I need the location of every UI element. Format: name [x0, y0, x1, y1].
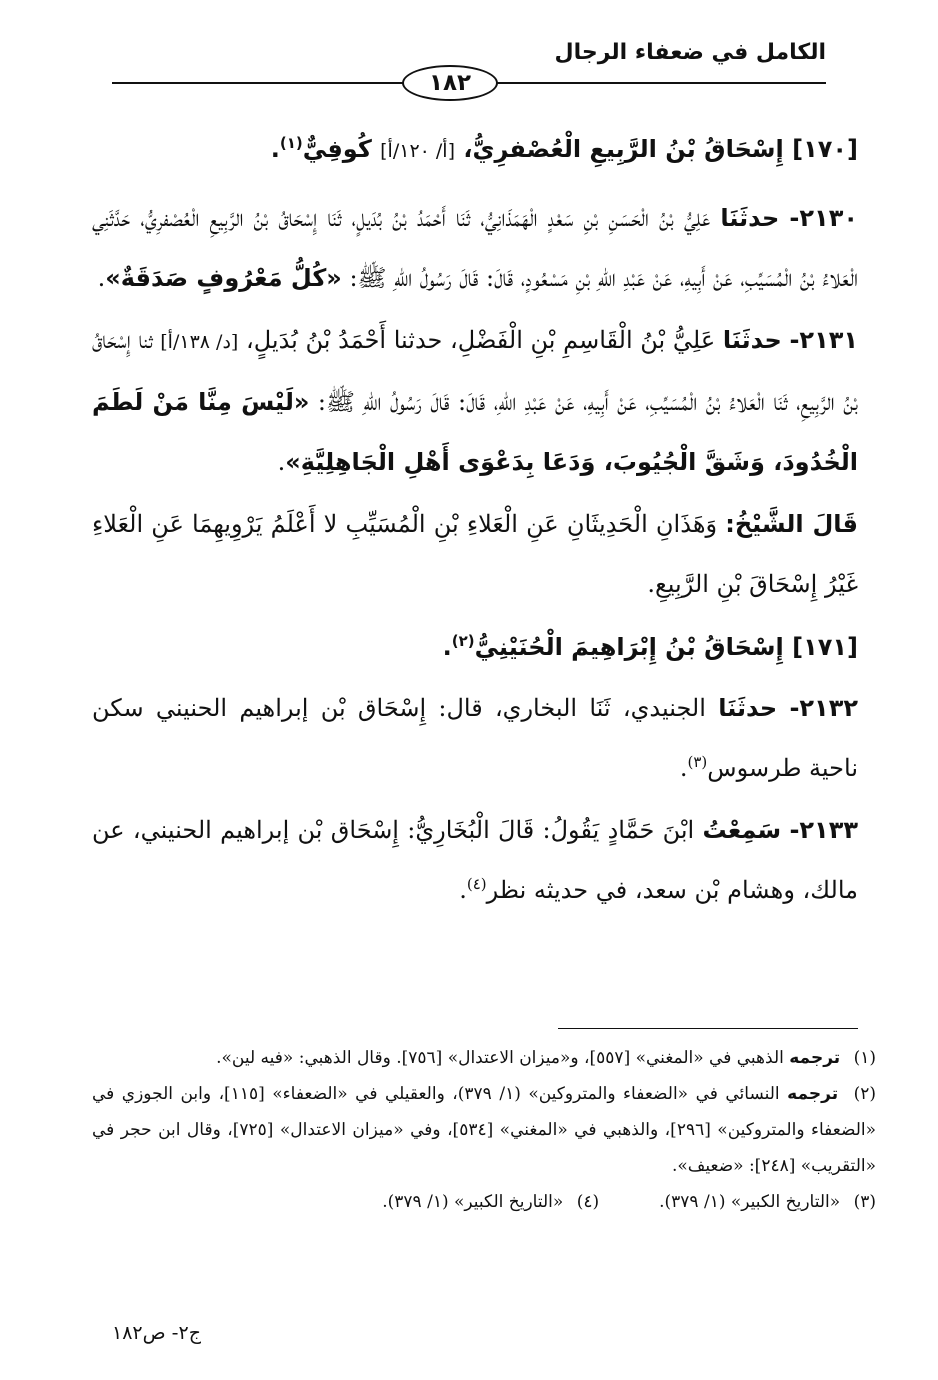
footnote-number: (٣)	[853, 1192, 876, 1212]
hadith-number: ٢١٣٠-	[789, 204, 858, 232]
hadith-chain: عَلِيُّ بْنُ الْحَسَنِ بْنِ سَعْدٍ الْهَمَذَانِيُّ، ثَنَا أَحْمَدُ بْنُ بُدَيلٍ، ثَنَا إِسْحَاقُ بْنُ الرَّبِيعِ الْعُصْفرِيُّ، حَدَّثَنِي الْعَلاءُ بْنُ الْمُسَيِّبِ، عَنْ أَبِيهِ، عَنْ عَبْدِ اللهِ بْنِ مَسْعُودٍ، قَالَ: قَالَ رَسُولُ اللهِ ﷺ:	[92, 204, 858, 292]
entry-origin: كُوفِيٌّ	[302, 135, 372, 163]
hadith-number: ٢١٣١-	[789, 326, 859, 354]
footnote-1	[92, 1040, 876, 1076]
main-text	[92, 118, 858, 922]
footnote-keyword: ترجمه	[789, 1048, 841, 1068]
hadith-quote: «لَيْسَ مِنَّا مَنْ لَطَمَ الْخُدُودَ، وَشَقَّ الْجُيُوبَ، وَدَعَا بِدَعْوَى أَهْلِ الْجَاهِلِيَّةِ»	[92, 388, 858, 476]
footnote-marker: (٢)	[451, 632, 475, 650]
hadith-chain: عَلِيُّ بْنُ الْقَاسِمِ بْنِ الْفَضْلِ، حدثنا أَحْمَدُ بْنُ بُدَيلٍ،	[245, 326, 716, 354]
running-header-title: الكامل في ضعفاء الرجال	[554, 40, 826, 65]
hadith-2130	[92, 188, 858, 308]
hadith-2131	[92, 310, 858, 492]
footnote-text: النسائي في «الضعفاء والمتروكين» (١/ ٣٧٩)، والعقيلي في «الضعفاء» [١١٥]، وابن الجوزي في «الضعفاء والمتروكين» [٢٩٦]، والذهبي في «المغني» [٥٣٤]، وفي «ميزان الاعتدال» [٧٢٥]، وقال ابن حجر في «التقريب» [٢٤٨]: «ضعيف».	[92, 1084, 877, 1176]
footnote-text: «التاريخ الكبير» (١/ ٣٧٩).	[382, 1192, 564, 1212]
footnotes	[92, 1040, 876, 1220]
entry-number: [١٧١]	[792, 633, 858, 661]
entry-name: إِسْحَاقُ بْنُ الرَّبِيعِ الْعُصْفرِيُّ،	[463, 135, 784, 163]
footnote-keyword: ترجمه	[787, 1084, 839, 1104]
hadith-number: ٢١٣٢-	[789, 694, 858, 722]
shaykh-text: وَهَذَانِ الْحَدِيثَانِ عَنِ الْعَلاءِ بْنِ الْمُسَيِّبِ لا أَعْلَمُ يَرْوِيهِمَا عَنِ الْعَلاءِ غَيْرُ إِسْحَاقَ بْنِ الرَّبِيعِ.	[92, 510, 858, 598]
footnote-number: (٤)	[576, 1192, 600, 1212]
para-end: .	[277, 448, 286, 476]
footnote-marker: (٤)	[466, 875, 487, 893]
footnote-marker: (١)	[279, 134, 303, 152]
para-end: .	[679, 754, 688, 782]
heading-end: .	[442, 633, 452, 661]
hadith-2132	[92, 678, 858, 798]
entry-name: إِسْحَاقُ بْنُ إِبْرَاهِيمَ الْحُنَيْنِيُّ	[474, 633, 784, 661]
footnote-number: (١)	[853, 1048, 876, 1068]
footnote-row	[92, 1184, 876, 1220]
report-text: الجنيدي، ثَنَا البخاري، قال: إِسْحَاق بْن إبراهيم الحنيني سكن ناحية طرسوس	[92, 694, 858, 782]
footnote-separator	[558, 1028, 858, 1029]
manuscript-ref: [أ/ ١٢٠/أ]	[380, 140, 455, 162]
hadith-number: ٢١٣٣-	[789, 816, 858, 844]
entry-number: [١٧٠]	[792, 135, 858, 163]
footnote-marker: (٣)	[687, 753, 708, 771]
footnote-2	[92, 1076, 876, 1184]
page-number: ١٨٢	[402, 65, 498, 101]
transmission-keyword: حدثَنَا	[720, 204, 780, 232]
footnote-text: «التاريخ الكبير» (١/ ٣٧٩).	[659, 1192, 841, 1212]
para-end: .	[459, 876, 467, 904]
manuscript-ref: [د/ ١٣٨/أ]	[160, 331, 239, 353]
shaykh-label: قَالَ الشَّيْخُ:	[725, 510, 859, 538]
transmission-keyword: سَمِعْتُ	[702, 816, 782, 844]
transmission-keyword: حدثَنَا	[718, 694, 778, 722]
shaykh-comment	[92, 494, 858, 614]
footnote-3	[659, 1184, 876, 1220]
para-end: .	[97, 264, 106, 292]
hadith-quote: «كُلُّ مَعْرُوفٍ صَدَقَةٌ»	[105, 264, 342, 292]
footnote-text: الذهبي في «المغني» [٥٥٧]، و«ميزان الاعتدال» [٧٥٦]. وقال الذهبي: «فيه لين».	[216, 1048, 784, 1068]
footnote-number: (٢)	[853, 1084, 876, 1104]
heading-end: .	[270, 135, 280, 163]
hadith-chain-continued: ثنا إِسْحَاقُ بْنُ الرَّبِيعِ، ثَنَا الْعَلاءُ بْنُ الْمُسَيِّبِ، عَنْ أَبِيهِ، عَنْ عَبْدِ اللهِ، قَالَ: قَالَ رَسُولُ اللهِ ﷺ:	[92, 326, 858, 416]
footnote-4	[382, 1184, 599, 1220]
transmission-keyword: حدثَنَا	[722, 326, 782, 354]
volume-page-reference: ج٢- ص١٨٢	[112, 1322, 201, 1344]
report-text: ابْنَ حَمَّادٍ يَقُولُ: قَالَ الْبُخَارِيُّ: إِسْحَاق بْن إبراهيم الحنيني، عن مالك، وهشام بْن سعد، في حديثه نظر	[92, 816, 858, 904]
hadith-2133	[92, 800, 858, 920]
entry-heading-170	[92, 118, 858, 182]
entry-heading-171	[92, 616, 858, 678]
